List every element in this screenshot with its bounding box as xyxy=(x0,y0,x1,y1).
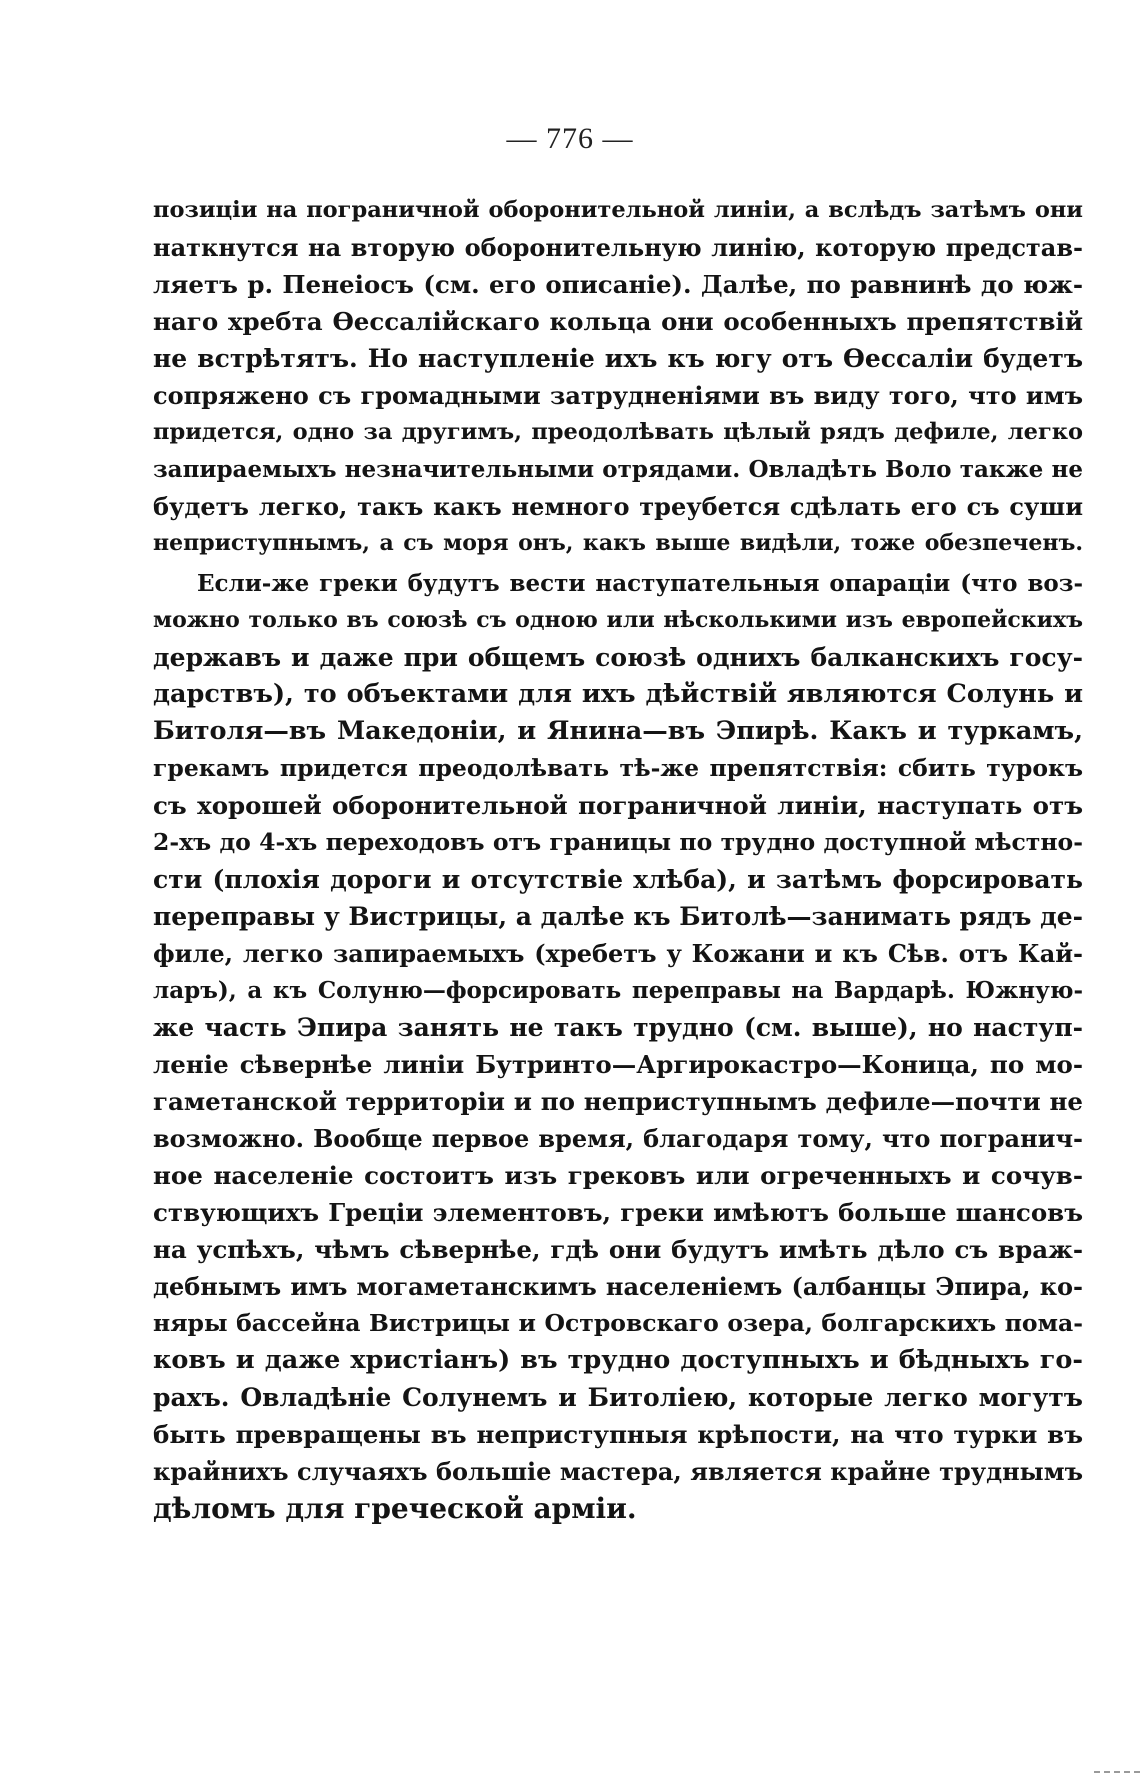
text-line: можно только въ союзѣ съ одною или нѣсколькими изъ европейскихъ xyxy=(153,607,1083,633)
text-line: гаметанской территоріи и по неприступнымъ дефиле—почти не xyxy=(153,1087,1083,1116)
text-line: будетъ легко, такъ какъ немного треубется сдѣлать его съ суши xyxy=(153,492,1083,521)
text-line: дѣломъ для греческой арміи. xyxy=(153,1492,637,1525)
text-line: придется, одно за другимъ, преодолѣвать цѣлый рядъ дефиле, легко xyxy=(153,419,1083,445)
scan-edge-mark xyxy=(1094,1771,1140,1776)
text-line: запираемыхъ незначительными отрядами. Овладѣть Воло также не xyxy=(153,456,1083,483)
text-line: рахъ. Овладѣніе Солунемъ и Битоліею, которые легко могутъ xyxy=(153,1383,1083,1412)
text-line: ствующихъ Греціи элементовъ, греки имѣютъ больше шансовъ xyxy=(153,1198,1083,1227)
page-number: — 776 — xyxy=(506,122,634,155)
paragraph-2 xyxy=(153,565,1083,1527)
text-line: ларъ), а къ Солуню—форсировать переправы на Вардарѣ. Южную- xyxy=(153,977,1083,1004)
text-line: леніе сѣвернѣе линіи Бутринто—Аргирокастро—Коница, по мо- xyxy=(153,1050,1083,1079)
text-line: неприступнымъ, а съ моря онъ, какъ выше видѣли, тоже обезпеченъ. xyxy=(153,530,1083,556)
text-line: наго хребта Өессалійскаго кольца они особенныхъ препятствій xyxy=(153,307,1083,336)
text-line: не встрѣтятъ. Но наступленіе ихъ къ югу отъ Өессаліи будетъ xyxy=(153,344,1083,373)
text-line: крайнихъ случаяхъ большіе мастера, является крайне труднымъ xyxy=(153,1457,1083,1486)
text-line: ляетъ р. Пенеіосъ (см. его описаніе). Далѣе, по равнинѣ до юж- xyxy=(153,270,1083,299)
text-line: возможно. Вообще первое время, благодаря тому, что погранич- xyxy=(153,1124,1083,1153)
text-line: ковъ и даже христіанъ) въ трудно доступныхъ и бѣдныхъ го- xyxy=(153,1345,1083,1375)
text-line: Если-же греки будутъ вести наступательныя опараціи (что воз- xyxy=(197,570,1083,597)
text-line: ное населеніе состоитъ изъ грековъ или огреченныхъ и сочув- xyxy=(153,1161,1083,1190)
text-line: переправы у Вистрицы, а далѣе къ Битолѣ—занимать рядъ де- xyxy=(153,902,1083,931)
text-line: наткнутся на вторую оборонительную линію, которую представ- xyxy=(153,233,1083,262)
text-line: сопряжено съ громадными затрудненіями въ виду того, что имъ xyxy=(153,381,1083,410)
text-line: державъ и даже при общемъ союзѣ однихъ балканскихъ госу- xyxy=(153,643,1083,672)
body-text xyxy=(153,192,1083,1527)
text-line: няры бассейна Вистрицы и Островскаго озера, болгарскихъ пома- xyxy=(153,1309,1083,1337)
text-line: сти (плохія дороги и отсутствіе хлѣба), и затѣмъ форсировать xyxy=(153,865,1083,894)
text-line: быть превращены въ неприступныя крѣпости, на что турки въ xyxy=(153,1420,1083,1449)
paragraph-1 xyxy=(153,192,1083,562)
text-line: дебнымъ имъ могаметанскимъ населеніемъ (албанцы Эпира, ко- xyxy=(153,1272,1083,1301)
text-line: съ хорошей оборонительной пограничной линіи, наступать отъ xyxy=(153,791,1083,820)
text-line: же часть Эпира занять не такъ трудно (см. выше), но наступ- xyxy=(153,1013,1083,1042)
text-line: Битоля—въ Македоніи, и Янина—въ Эпирѣ. Какъ и туркамъ, xyxy=(153,716,1083,746)
text-line: на успѣхъ, чѣмъ сѣвернѣе, гдѣ они будутъ имѣть дѣло съ враж- xyxy=(153,1235,1083,1264)
text-line: позиціи на пограничной оборонительной линіи, а вслѣдъ затѣмъ они xyxy=(153,197,1083,223)
text-line: дарствъ), то объектами для ихъ дѣйствій являются Солунь и xyxy=(153,679,1083,709)
text-line: 2-хъ до 4-хъ переходовъ отъ границы по трудно доступной мѣстно- xyxy=(153,828,1083,856)
text-line: филе, легко запираемыхъ (хребетъ у Кожани и къ Сѣв. отъ Кай- xyxy=(153,939,1083,968)
text-line: грекамъ придется преодолѣвать тѣ-же препятствія: сбить турокъ xyxy=(153,754,1083,782)
